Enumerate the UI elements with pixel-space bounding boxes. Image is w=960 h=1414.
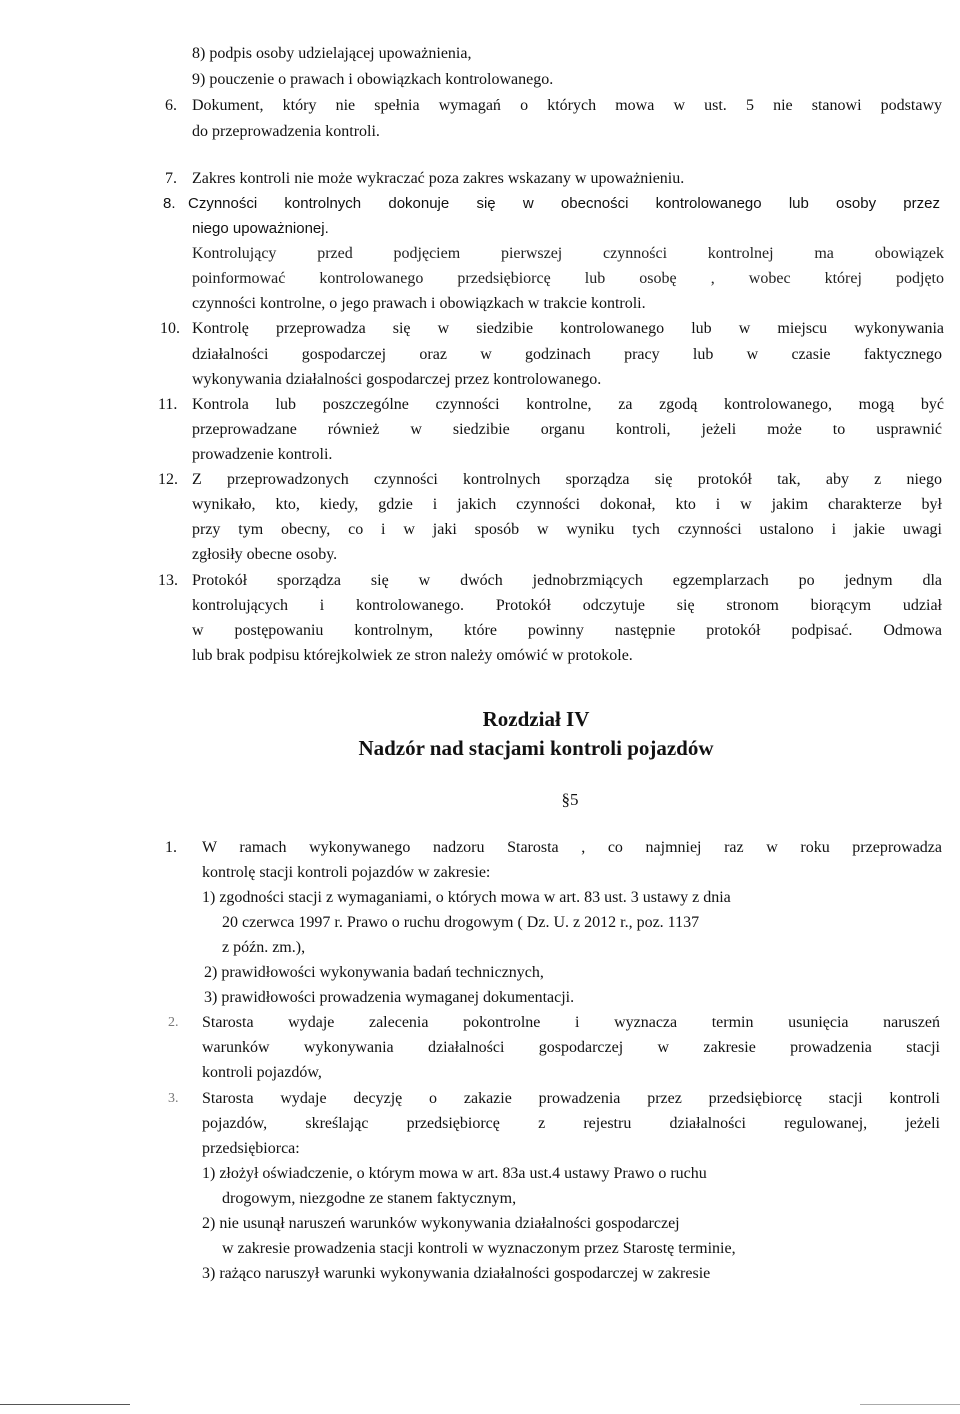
s5-point-3-item-2-line-2: w zakresie prowadzenia stacji kontroli w wyznaczonym przez Starostę terminie, [222,1240,736,1257]
point-number: 7. [165,170,177,187]
point-number: 2. [168,1015,179,1030]
point-12-line-2: wynikało, kto, kiedy, gdzie i jakich czynności dokonał, kto i w jakim charakterze był [192,496,942,513]
chapter-subtitle: Nadzór nad stacjami kontroli pojazdów [358,736,714,760]
s5-point-1-line-2: kontrolę stacji kontroli pojazdów w zakresie: [202,864,491,881]
point-9-line-2: poinformować kontrolowanego przedsiębiorcę lub osobę , wobec której podjęto [192,270,944,287]
point-9-line-1: Kontrolujący przed podjęciem pierwszej czynności kontrolnej ma obowiązek [192,245,944,262]
point-number: 6. [165,97,177,114]
point-13-line-2: kontrolujących i kontrolowanego. Protokół odczytuje się stronom biorącym udział [192,597,942,614]
s5-point-1-item-3: 3) prawidłowości prowadzenia wymaganej dokumentacji. [204,989,575,1006]
s5-point-2-line-2: warunków wykonywania działalności gospodarczej w zakresie prowadzenia stacji [202,1039,940,1056]
s5-point-1-item-2: 2) prawidłowości wykonywania badań technicznych, [204,964,544,981]
s5-point-2-line-1: Starosta wydaje zalecenia pokontrolne i wyznacza termin usunięcia naruszeń [202,1014,940,1031]
point-12-line-1: Z przeprowadzonych czynności kontrolnych sporządza się protokół tak, aby z niego [192,471,942,488]
point-number: 13. [158,572,178,589]
scan-edge-line [860,1404,960,1405]
point-11-line-1: Kontrola lub poszczególne czynności kontrolne, za zgodą kontrolowanego, mogą być [192,396,944,413]
point-number: 11. [158,396,178,413]
s5-point-3-line-1: Starosta wydaje decyzję o zakazie prowadzenia przez przedsiębiorcę stacji kontroli [202,1090,940,1107]
point-13-line-4: lub brak podpisu którejkolwiek ze stron należy omówić w protokole. [192,647,633,664]
point-number: 8. [163,195,176,212]
point-number: 3. [168,1091,179,1106]
point-10-line-2: działalności gospodarczej oraz w godzinach pracy lub w czasie faktycznego [192,346,942,363]
s5-point-3-item-2-line-1: 2) nie usunął naruszeń warunków wykonywania działalności gospodarczej [202,1215,680,1232]
point-11-line-2: przeprowadzane również w siedzibie organu kontroli, jeżeli może to usprawnić [192,421,942,438]
point-10-line-3: wykonywania działalności gospodarczej przez kontrolowanego. [192,371,602,388]
s5-point-1-line-1: W ramach wykonywanego nadzoru Starosta , co najmniej raz w roku przeprowadza [202,839,942,856]
list-item-8: 8) podpis osoby udzielającej upoważnienia, [192,45,472,62]
point-7-line-1: Zakres kontroli nie może wykraczać poza zakres wskazany w upoważnieniu. [192,170,685,187]
paragraph-sign: §5 [561,790,579,809]
chapter-title: Rozdział IV [482,707,590,731]
point-9-line-3: czynności kontrolne, o jego prawach i obowiązkach w trakcie kontroli. [192,295,646,312]
point-number: 1. [165,839,177,856]
point-12-line-3: przy tym obecny, co i w jaki sposób w wyniku tych czynności ustalono i jakie uwagi [192,521,942,538]
s5-point-3-line-3: przedsiębiorca: [202,1140,300,1157]
point-13-line-3: w postępowaniu kontrolnym, które powinny następnie protokół podpisać. Odmowa [192,622,942,639]
s5-point-3-item-1-line-2: drogowym, niezgodne ze stanem faktycznym, [222,1190,517,1207]
scan-edge-line [0,1404,130,1405]
list-item-9: 9) pouczenie o prawach i obowiązkach kontrolowanego. [192,71,554,88]
point-6-line-1: Dokument, który nie spełnia wymagań o których mowa w ust. 5 nie stanowi podstawy [192,97,942,114]
s5-point-3-line-2: pojazdów, skreślając przedsiębiorcę z rejestru działalności regulowanej, jeżeli [202,1115,940,1132]
point-6-line-2: do przeprowadzenia kontroli. [192,123,380,140]
point-8-line-2: niego upoważnionej. [192,220,329,237]
s5-point-2-line-3: kontroli pojazdów, [202,1064,322,1081]
point-10-line-1: Kontrolę przeprowadza się w siedzibie kontrolowanego lub w miejscu wykonywania [192,320,944,337]
s5-point-1-item-1-line-1: 1) zgodności stacji z wymaganiami, o których mowa w art. 83 ust. 3 ustawy z dnia [202,889,731,906]
point-8-line-1: Czynności kontrolnych dokonuje się w obecności kontrolowanego lub osoby przez [188,195,940,212]
point-13-line-1: Protokół sporządza się w dwóch jednobrzmiących egzemplarzach po jednym dla [192,572,942,589]
s5-point-3-item-3-line-1: 3) rażąco naruszył warunki wykonywania działalności gospodarczej w zakresie [202,1265,711,1282]
s5-point-3-item-1-line-1: 1) złożył oświadczenie, o którym mowa w art. 83a ust.4 ustawy Prawo o ruchu [202,1165,707,1182]
s5-point-1-item-1-line-2: 20 czerwca 1997 r. Prawo o ruchu drogowym ( Dz. U. z 2012 r., poz. 1137 [222,914,700,931]
point-12-line-4: zgłosiły obecne osoby. [192,546,338,563]
point-number: 12. [158,471,178,488]
point-number: 10. [160,320,180,337]
point-11-line-3: prowadzenie kontroli. [192,446,333,463]
s5-point-1-item-1-line-3: z późn. zm.), [222,939,306,956]
